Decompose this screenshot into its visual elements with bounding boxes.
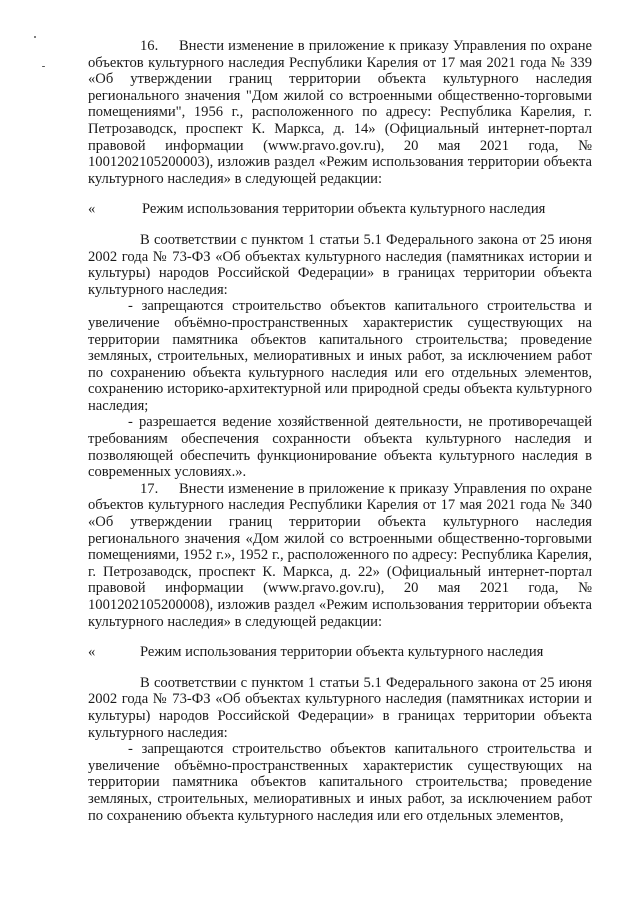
section-heading-text: Режим использования территории объекта культурного наследия	[142, 201, 546, 218]
opening-quote-mark: «	[88, 644, 96, 661]
item-17-text: Внести изменение в приложение к приказу Управления по охране объектов культурного наследия Республики Карелия от 17 мая 2021 года № 340 «Об утверждении границ территории объекта культурного наследия регионального значения «Дом жилой со встроенными общественно-торговыми помещениями, 1952 г.», 1952 г., расположенного по адресу: Республика Карелия, г. Петрозаводск, проспект К. Маркса, д. 22» (Официальный интернет-портал правовой информации (www.pravo.gov.ru), 20 мая 2021 года, № 1001202105200008), изложив раздел «Режим использования территории объекта культурного наследия» в следующей редакции:	[88, 480, 592, 630]
opening-quote-mark: «	[88, 201, 96, 218]
item-16-text: Внести изменение в приложение к приказу Управления по охране объектов культурного наследия Республики Карелия от 17 мая 2021 года № 339 «Об утверждении границ территории объекта культурного наследия регионального значения "Дом жилой со встроенными общественно-торговыми помещениями", 1956 г., расположенного по адресу: Республика Карелия, г. Петрозаводск, проспект К. Маркса, д. 14» (Официальный интернет-портал правовой информации (www.pravo.gov.ru), 20 мая 2021 года, № 1001202105200003), изложив раздел «Режим использования территории объекта культурного наследия» в следующей редакции:	[88, 38, 592, 187]
item-16-bullet-prohibited: - запрещаются строительство объектов капитального строительства и увеличение объёмно-пространственных характеристик существующих на территории памятника объектов капитального строительства; проведение земляных, строительных, мелиоративных и иных работ, за исключением работ по сохранению объекта культурного наследия или его отдельных элементов, сохранению историко-архитектурной или природной среды объекта культурного наследия;	[88, 298, 592, 414]
document-page	[88, 38, 592, 824]
item-16-section-heading	[88, 201, 592, 218]
scan-speck	[42, 66, 45, 67]
item-17-paragraph	[88, 481, 592, 630]
scan-speck	[34, 36, 36, 38]
item-16-bullet-permitted: - разрешается ведение хозяйственной деятельности, не противоречащей требованиям обеспечения сохранности объекта культурного наследия и позволяющей обеспечить функционирование объекта культурного наследия в современных условиях.».	[88, 414, 592, 481]
item-17-bullet-prohibited: - запрещаются строительство объектов капитального строительства и увеличение объёмно-пространственных характеристик существующих на территории памятника объектов капитального строительства; проведение земляных, строительных, мелиоративных и иных работ, за исключением работ по сохранению объекта культурного наследия или его отдельных элементов,	[88, 741, 592, 824]
section-heading-text: Режим использования территории объекта культурного наследия	[140, 644, 544, 661]
item-17-intro: В соответствии с пунктом 1 статьи 5.1 Федерального закона от 25 июня 2002 года № 73-ФЗ «Об объектах культурного наследия (памятниках истории и культуры) народов Российской Федерации» в границах территории объекта культурного наследия:	[88, 674, 592, 741]
item-17-section-heading	[88, 644, 592, 661]
item-17-number: 17.	[140, 480, 159, 497]
item-16-number: 16.	[140, 38, 159, 54]
item-16-paragraph	[88, 38, 592, 187]
item-16-intro: В соответствии с пунктом 1 статьи 5.1 Федерального закона от 25 июня 2002 года № 73-ФЗ «Об объектах культурного наследия (памятниках истории и культуры) народов Российской Федерации» в границах территории объекта культурного наследия:	[88, 231, 592, 298]
